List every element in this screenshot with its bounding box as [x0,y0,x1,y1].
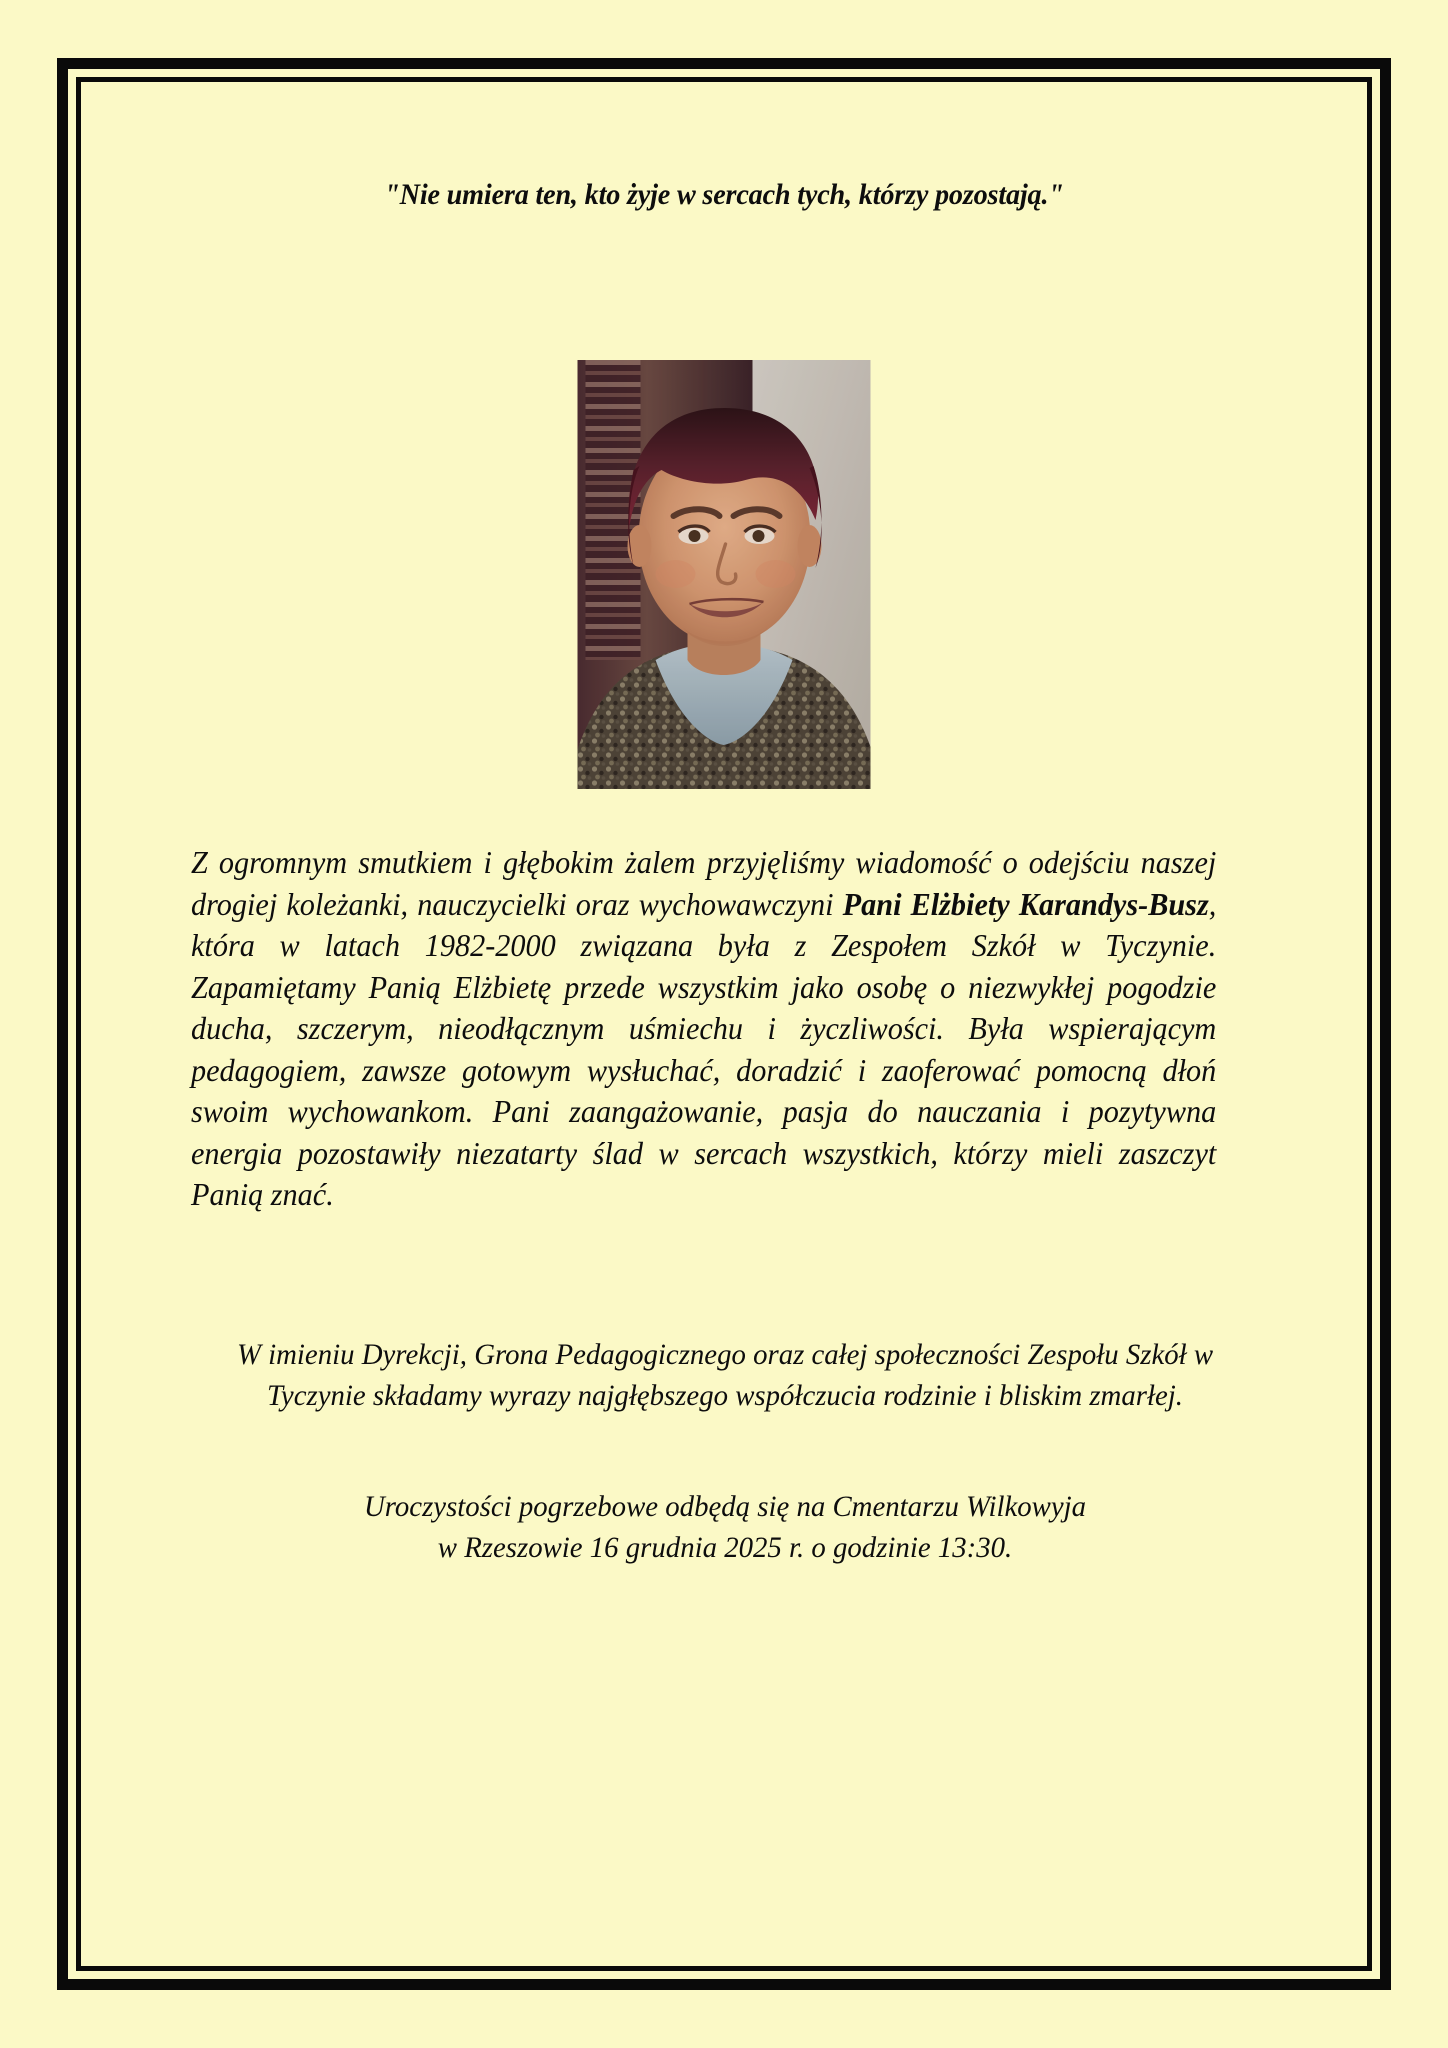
notice-content [81,82,1367,1966]
obituary-body-text [191,842,1216,1216]
funeral-details-line2: w Rzeszowie 16 grudnia 2025 r. o godzinie 13:30. [437,1531,1013,1564]
memorial-quote: "Nie umiera ten, kto żyje w sercach tych, którzy pozostają." [384,178,1064,211]
decorative-frame-outer [57,58,1391,1990]
funeral-details-line1: Uroczystości pogrzebowe odbędą się na Cmentarzu Wilkowyja [363,1490,1087,1523]
decorative-frame-inner [76,77,1372,1971]
funeral-details [212,1486,1237,1568]
body-text-part2: , która w latach 1982-2000 związana była z Zespołem Szkół w Tyczynie. Zapamiętamy Panią Elżbietę przede wszystkim jako osobę o niezwykłej pogodzie ducha, szczerym, nieodłącznym uśmiechu i życzliwości. Była wspierającym pedagogiem, zawsze gotowym wysłuchać, doradzić i zaoferować pomocną dłoń swoim wychowankom. Pani zaangażowanie, pasja do nauczania i pozytywna energia pozostawiły niezatarty ślad w sercach wszystkich, którzy mieli zaszczyt Panią znać. [191,886,1217,1212]
deceased-name: Pani Elżbiety Karandys-Busz [842,886,1209,922]
portrait-photo-image [578,360,871,789]
body-text-part1: Z ogromnym smutkiem i głębokim żalem przyjęliśmy wiadomość o odejściu naszej drogiej koleżanki, nauczycielki oraz wychowawczyni [191,845,1217,922]
condolence-closing-text: W imieniu Dyrekcji, Grona Pedagogicznego oraz całej społeczności Zespołu Szkół w Tyczynie składamy wyrazy najgłębszego współczucia rodzinie i bliskim zmarłej. [236,1338,1214,1412]
portrait-photo-frame [578,360,871,789]
portrait-photo [578,360,871,789]
